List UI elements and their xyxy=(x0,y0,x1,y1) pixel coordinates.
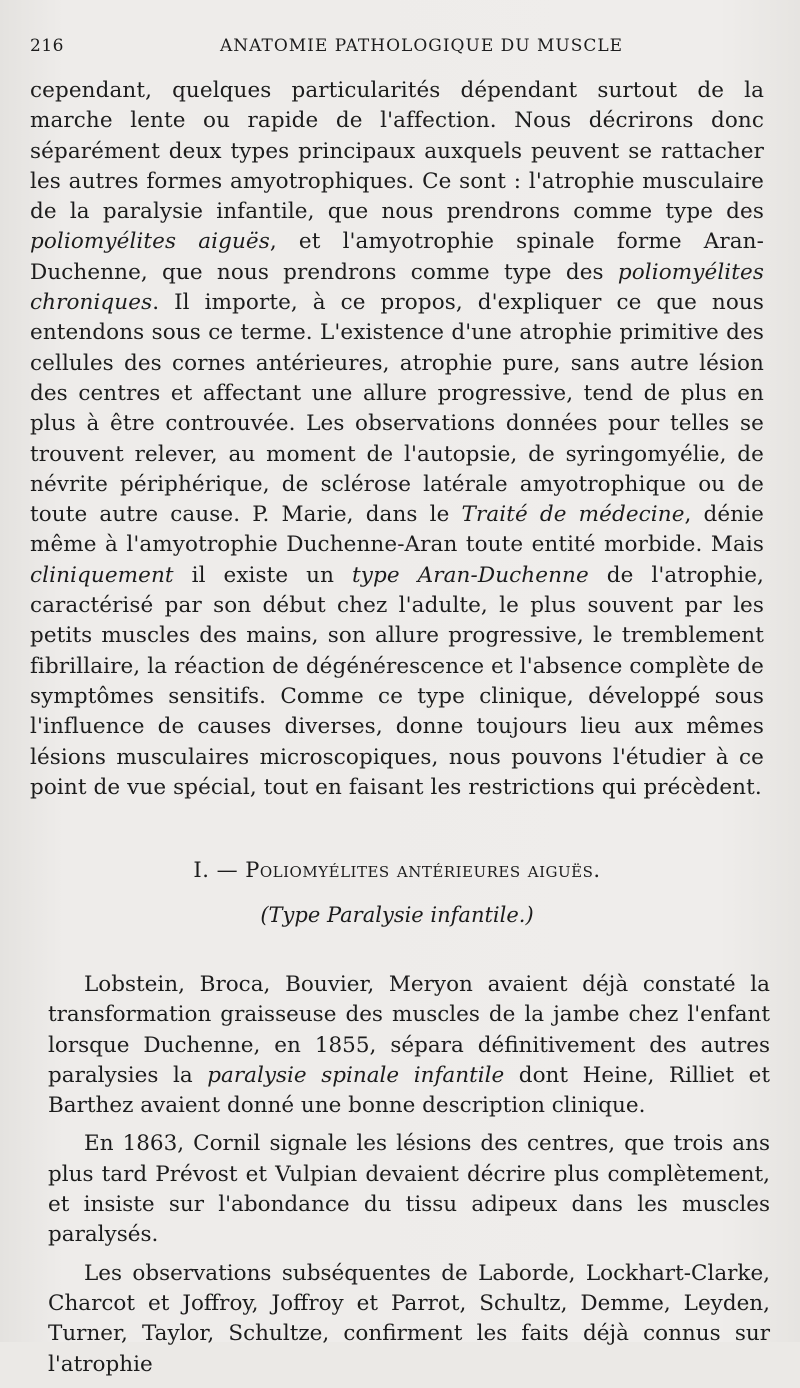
text-run: de l'atrophie, caractérisé par son début chez l'adulte, le plus souvent par les petits muscles des mains, son allure progressive, le tremblement fibrillaire, la réaction de dégénérescence et l'absence complète de symptômes sensitifs. Comme ce type clinique, développé sous l'influence de causes diverses, donne toujours lieu aux mêmes lésions musculaires microscopiques, nous pouvons l'étudier à ce point de vue spécial, tout en faisant les restrictions qui précèdent. xyxy=(30,562,764,800)
section-subheading: (Type Paralysie infantile.) xyxy=(260,903,534,927)
text-run: , et l'amyotrophie spinale forme Aran-Duchenne, que nous prendrons comme type des xyxy=(30,229,764,285)
paragraph-continued xyxy=(30,76,764,803)
text-run: , dénie même à l'amyotrophie Duchenne-Aran toute entité morbide. Mais xyxy=(30,502,764,558)
text-run: . Il importe, à ce propos, d'expliquer ce que nous entendons sous ce terme. L'existence d'une atrophie primitive des cellules des cornes antérieures, atrophie pure, sans autre lésion des centres et affectant une allure progressive, tend de plus en plus à être controuvée. Les observations données pour telles se trouvent relever, au moment de l'autopsie, de syringomyélie, de névrite périphérique, de sclérose latérale amyotrophique ou de toute autre cause. P. Marie, dans le xyxy=(30,290,764,528)
paragraph: Les observations subséquentes de Laborde, Lockhart-Clarke, Charcot et Joffroy, Joffroy et Parrot, Schultz, Demme, Leyden, Turner, Taylor, Schultze, confirment les faits déjà connus sur l'atrophie xyxy=(48,1260,770,1377)
text-run: Lobstein, Broca, Bouvier, Meryon avaient déjà constaté la transformation graisseuse des muscles de la jambe chez l'enfant lorsque Duchenne, en 1855, sépara définitivement des autres paralysies la xyxy=(48,972,770,1088)
italic-term: poliomyélites aiguës xyxy=(30,229,270,255)
page-number: 216 xyxy=(30,36,64,56)
italic-term: cliniquement xyxy=(30,562,174,588)
text-run: dont Heine, Rilliet et Barthez avaient donné une bonne description clinique. xyxy=(48,1062,770,1119)
running-title: ANATOMIE PATHOLOGIQUE DU MUSCLE xyxy=(220,36,624,56)
text-run: cependant, quelques particularités dépendant surtout de la marche lente ou rapide de l'affection. Nous décrirons donc séparément deux types principaux auxquels peuvent se rattacher les autres formes amyotrophiques. Ce sont : l'atrophie musculaire de la paralysie infantile, que nous prendrons comme type des xyxy=(30,78,764,225)
italic-term: paralysie spinale infantile xyxy=(207,1062,505,1088)
paragraph: En 1863, Cornil signale les lésions des centres, que trois ans plus tard Prévost et Vulpian devaient décrire plus complètement, et insiste sur l'abondance du tissu adipeux dans les muscles paralysés. xyxy=(48,1131,770,1248)
section-heading: I. — Poliomyélites antérieures aiguës. xyxy=(193,858,601,882)
paragraph xyxy=(48,970,770,1121)
body-text-block xyxy=(30,76,764,803)
italic-term: poliomyélites chroniques xyxy=(30,259,764,316)
section-body xyxy=(48,970,770,1388)
text-run: il existe un xyxy=(173,562,353,588)
italic-term: type Aran-Duchenne xyxy=(352,562,589,588)
running-head xyxy=(30,36,770,60)
italic-book-title: Traité de médecine xyxy=(461,502,685,528)
